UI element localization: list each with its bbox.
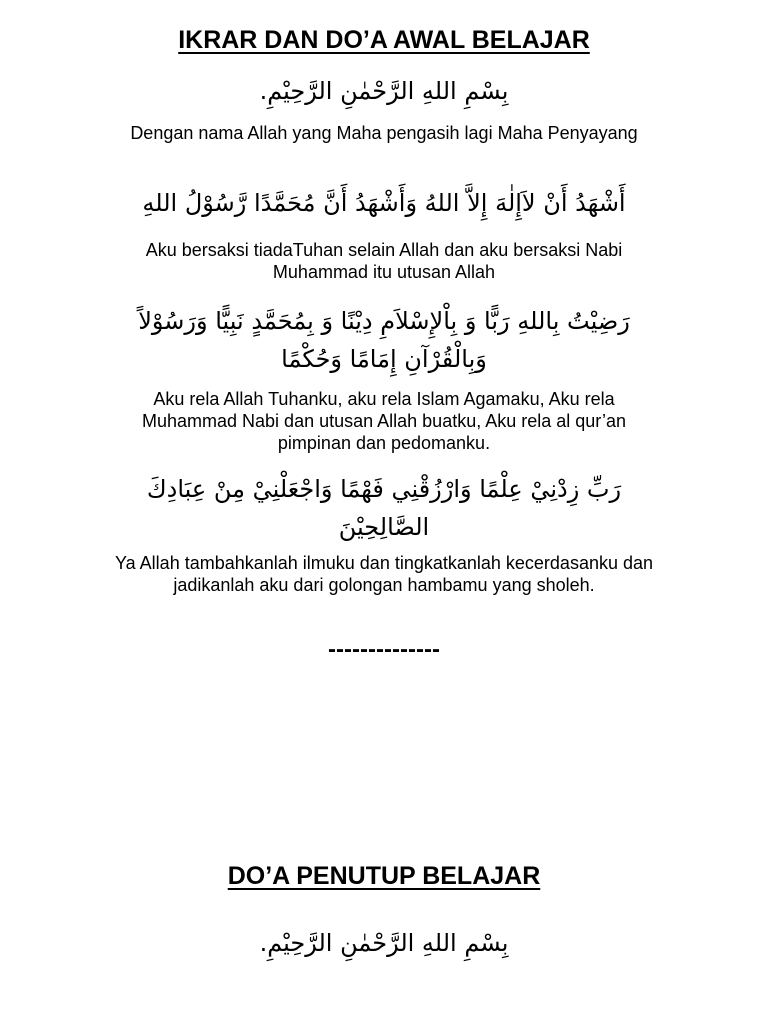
section2-title: DO’A PENUTUP BELAJAR bbox=[227, 862, 541, 890]
basmalah-translation: Dengan nama Allah yang Maha pengasih lagi Maha Penyayang bbox=[130, 123, 638, 143]
basmalah-arabic: بِسْمِ اللهِ الرَّحْمٰنِ الرَّحِيْمِ. bbox=[259, 77, 509, 105]
rabbi-zidni-translation: Ya Allah tambahkanlah ilmuku dan tingkatkanlah kecerdasanku dan jadikanlah aku dari golongan hambamu yang sholeh. bbox=[114, 553, 654, 595]
shahada-arabic: أَشْهَدُ أَنْ لاَإِلٰهَ إِلاَّ اللهُ وَأَشْهَدُ أَنَّ مُحَمَّدًا رَّسُوْلُ اللهِ bbox=[142, 189, 626, 217]
shahada-translation: Aku bersaksi tiadaTuhan selain Allah dan aku bersaksi Nabi Muhammad itu utusan Allah bbox=[145, 240, 623, 282]
radhitu-arabic: رَضِيْتُ بِاللهِ رَبًّا وَ بِاْلإِسْلاَمِ دِيْنًا وَ بِمُحَمَّدٍ نَبِيًّا وَرَسُوْلاً وَبِالْقُرْآنِ إِمَامًا وَحُكْمًا bbox=[138, 307, 630, 373]
closing-basmalah-arabic: بِسْمِ اللهِ الرَّحْمٰنِ الرَّحِيْمِ. bbox=[259, 929, 509, 957]
section-divider: -------------- bbox=[328, 636, 440, 663]
section1-title: IKRAR DAN DO’A AWAL BELAJAR bbox=[178, 26, 590, 54]
rabbi-zidni-arabic: رَبِّ زِدْنِيْ عِلْمًا وَارْزُقْنِي فَهْمًا وَاجْعَلْنِيْ مِنْ عِبَادِكَ الصَّالِحِيْنَ bbox=[146, 475, 622, 541]
radhitu-translation: Aku rela Allah Tuhanku, aku rela Islam Agamaku, Aku rela Muhammad Nabi dan utusan Allah buatku, Aku rela al qur’an pimpinan dan pedomanku. bbox=[142, 389, 626, 453]
